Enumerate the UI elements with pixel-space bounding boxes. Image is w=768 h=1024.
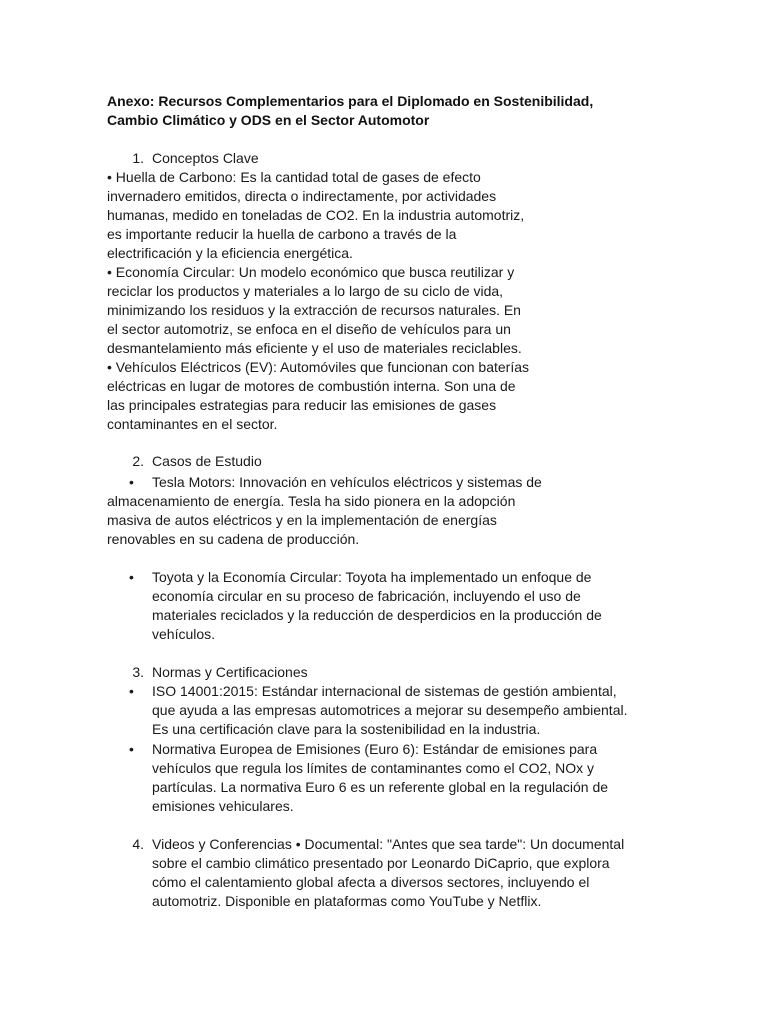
- section-4-line: sobre el cambio climático presentado por Leonardo DiCaprio, que explora: [152, 855, 610, 871]
- section-4-line: automotriz. Disponible en plataformas como YouTube y Netflix.: [152, 893, 542, 909]
- section-1-line: minimizando los residuos y la extracción de recursos naturales. En: [107, 302, 521, 318]
- section-3-number: 3.: [132, 664, 144, 680]
- bullet-icon: •: [129, 741, 134, 757]
- bullet-icon: •: [129, 569, 134, 585]
- title-line-2: Cambio Climático y ODS en el Sector Automotor: [107, 112, 430, 128]
- section-1-line: electrificación y la eficiencia energética.: [107, 245, 353, 261]
- section-1-line: contaminantes en el sector.: [107, 416, 278, 432]
- bullet-icon: •: [129, 683, 134, 699]
- iso-line: Es una certificación clave para la sostenibilidad en la industria.: [152, 721, 541, 737]
- section-4-line: cómo el calentamiento global afecta a diversos sectores, incluyendo el: [152, 874, 590, 890]
- section-2-heading: Casos de Estudio: [152, 453, 262, 469]
- section-4-line: Videos y Conferencias • Documental: "Antes que sea tarde": Un documental: [152, 836, 625, 852]
- iso-line: que ayuda a las empresas automotrices a mejorar su desempeño ambiental.: [152, 702, 628, 718]
- section-1-line: eléctricas en lugar de motores de combustión interna. Son una de: [107, 378, 516, 394]
- section-3-heading: Normas y Certificaciones: [152, 664, 308, 680]
- tesla-line: renovables en su cadena de producción.: [107, 531, 360, 547]
- section-1-line: desmantelamiento más eficiente y el uso de materiales reciclables.: [107, 340, 522, 356]
- title-line-1: Anexo: Recursos Complementarios para el Diplomado en Sostenibilidad,: [107, 93, 594, 109]
- euro-line: emisiones vehiculares.: [152, 798, 294, 814]
- iso-line: ISO 14001:2015: Estándar internacional de sistemas de gestión ambiental,: [152, 683, 617, 699]
- euro-line: vehículos que regula los límites de contaminantes como el CO2, NOx y: [152, 760, 594, 776]
- section-1-line: invernadero emitidos, directa o indirectamente, por actividades: [107, 188, 497, 204]
- section-1-line: • Vehículos Eléctricos (EV): Automóviles que funcionan con baterías: [107, 359, 530, 375]
- section-2-number: 2.: [132, 453, 144, 469]
- section-4-number: 4.: [132, 836, 144, 852]
- section-1-line: reciclar los productos y materiales a lo largo de su ciclo de vida,: [107, 283, 504, 299]
- section-1-line: el sector automotriz, se enfoca en el diseño de vehículos para un: [107, 321, 511, 337]
- euro-line: partículas. La normativa Euro 6 es un referente global en la regulación de: [152, 779, 609, 795]
- tesla-line: almacenamiento de energía. Tesla ha sido pionera en la adopción: [107, 493, 516, 509]
- section-1-line: • Economía Circular: Un modelo económico que busca reutilizar y: [107, 264, 515, 280]
- toyota-line: vehículos.: [152, 626, 216, 642]
- toyota-line: economía circular en su proceso de fabricación, incluyendo el uso de: [152, 588, 581, 604]
- section-1-line: las principales estrategias para reducir las emisiones de gases: [107, 397, 497, 413]
- toyota-line: materiales reciclados y la reducción de desperdicios en la producción de: [152, 607, 602, 623]
- document-title: [107, 92, 667, 130]
- section-1-line: • Huella de Carbono: Es la cantidad total de gases de efecto: [107, 169, 481, 185]
- section-1-line: es importante reducir la huella de carbono a través de la: [107, 226, 457, 242]
- section-1-line: humanas, medido en toneladas de CO2. En la industria automotriz,: [107, 207, 525, 223]
- toyota-line: Toyota y la Economía Circular: Toyota ha implementado un enfoque de: [152, 569, 592, 585]
- tesla-line: Tesla Motors: Innovación en vehículos eléctricos y sistemas de: [152, 474, 542, 490]
- section-1-number: 1.: [132, 150, 144, 166]
- euro-line: Normativa Europea de Emisiones (Euro 6): Estándar de emisiones para: [152, 741, 598, 757]
- tesla-line: masiva de autos eléctricos y en la implementación de energías: [107, 512, 497, 528]
- bullet-icon: •: [129, 474, 134, 490]
- section-1-heading: Conceptos Clave: [152, 150, 259, 166]
